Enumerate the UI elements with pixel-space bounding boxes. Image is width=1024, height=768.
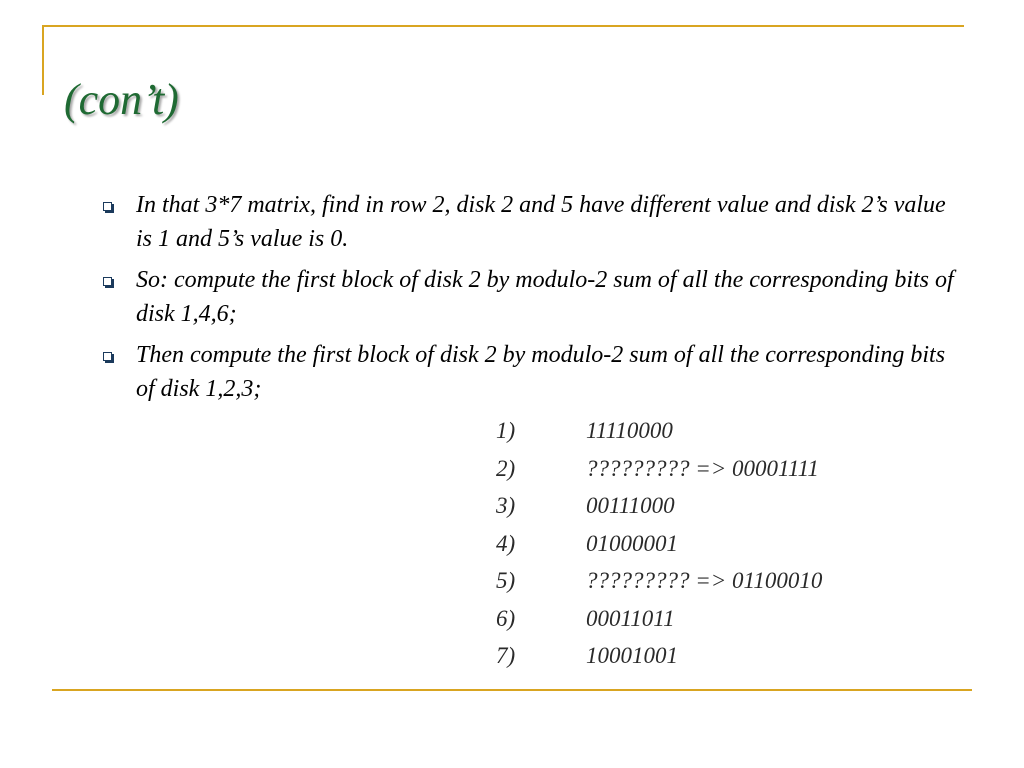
disk-bits-row: [496, 487, 896, 525]
disk-bits-value: 00011011: [586, 605, 675, 631]
bullet-item: [100, 188, 960, 256]
frame-left-line: [42, 25, 44, 95]
frame-top-line: [42, 25, 964, 27]
frame-bottom-line: [52, 689, 972, 691]
disk-bits-row: [496, 600, 896, 638]
hollow-square-bullet-icon: [103, 277, 112, 286]
disk-bits-value: ????????? => 01100010: [586, 568, 823, 593]
bullet-list: [100, 188, 960, 413]
disk-bits-row: [496, 562, 896, 600]
bullet-text: In that 3*7 matrix, find in row 2, disk 2 and 5 have different value and disk 2’s value is 1 and 5’s value is 0.: [136, 192, 946, 252]
disk-number: 4): [496, 530, 516, 556]
disk-bits-row: [496, 412, 896, 450]
bullet-text: Then compute the first block of disk 2 by modulo-2 sum of all the corresponding bits of disk 1,2,3;: [136, 342, 946, 402]
disk-number: 5): [496, 568, 516, 593]
disk-number: 6): [496, 605, 516, 631]
disk-number: 1): [496, 418, 516, 443]
disk-number: 3): [496, 493, 516, 518]
bullet-item: [100, 263, 960, 331]
disk-bits-value: 11110000: [586, 418, 673, 443]
hollow-square-bullet-icon: [103, 202, 112, 211]
disk-bits-row: [496, 525, 896, 563]
disk-bits-value: ????????? => 00001111: [586, 455, 819, 481]
disk-bits-value: 10001001: [586, 643, 678, 668]
disk-bits-value: 01000001: [586, 530, 678, 556]
bullet-item: [100, 338, 960, 406]
disk-bits-list: [496, 412, 896, 675]
disk-bits-row: [496, 450, 896, 488]
disk-bits-value: 00111000: [586, 493, 675, 518]
hollow-square-bullet-icon: [103, 352, 112, 361]
disk-bits-row: [496, 637, 896, 675]
bullet-text: So: compute the first block of disk 2 by modulo-2 sum of all the corresponding bits of disk 1,4,6;: [136, 267, 954, 327]
disk-number: 7): [496, 643, 516, 668]
disk-number: 2): [496, 455, 516, 481]
slide-title: (con’t): [64, 75, 179, 124]
